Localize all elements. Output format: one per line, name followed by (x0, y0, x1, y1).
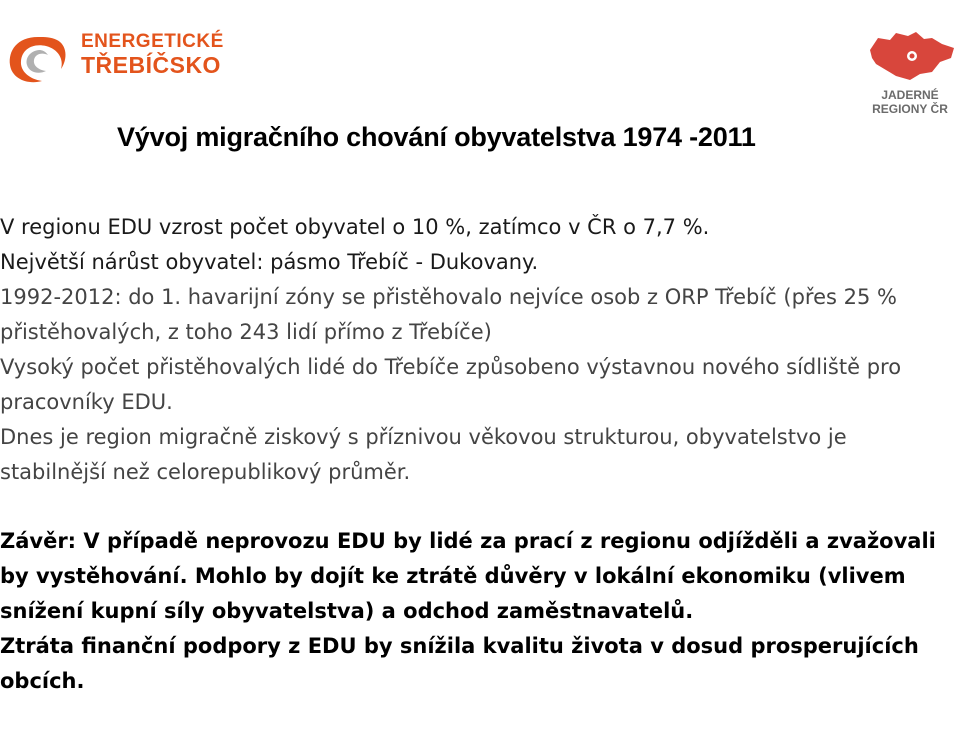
paragraph-conclusion: Závěr: V případě neprovozu EDU by lidé za prací z regionu odjížděli a zvažovali by vystěhování. Mohlo by dojít ke ztrátě důvěry v lokální ekonomiku (vlivem snížení kupní síly obyvatelstva) a odchod zaměstnavatelů. (0, 529, 936, 623)
energeticke-trebicsko-logo (5, 31, 224, 88)
czech-map-icon (866, 30, 958, 82)
paragraph-current-state: Dnes je region migračně ziskový s příznivou věkovou strukturou, obyvatelstvo je stabilnější než celorepublikový průměr. (0, 425, 847, 484)
paragraph-housing-estate: Vysoký počet přistěhovalých lidé do Třebíče způsobeno výstavnou nového sídliště pro pracovníky EDU. (0, 355, 902, 414)
logo-right-line2: REGIONY ČR (872, 102, 948, 116)
slide-title: Vývoj migračního chování obyvatelstva 1974 -2011 (117, 122, 756, 152)
paragraph-migration-1992-2012: 1992-2012: do 1. havarijní zóny se přistěhovalo nejvíce osob z ORP Třebíč (přes 25 % přistěhovalých, z toho 243 lidí přímo z Třebíče) (0, 285, 897, 344)
swirl-logo-icon (5, 34, 71, 86)
logo-right-line1: JADERNÉ (881, 88, 939, 102)
paragraph-financial-support: Ztráta finanční podpory z EDU by snížila kvalitu života v dosud prosperujících obcích. (0, 634, 919, 693)
paragraph-largest-increase: Největší nárůst obyvatel: pásmo Třebíč - Dukovany. (0, 250, 539, 274)
logo-text-line2: TŘEBÍČSKO (81, 52, 221, 78)
logo-text-line1: ENERGETICKÉ (81, 31, 224, 52)
spacer (0, 490, 958, 524)
jaderne-regiony-logo (862, 30, 960, 125)
paragraph-population-growth: V regionu EDU vzrost počet obyvatel o 10 %, zatímco v ČR o 7,7 %. (0, 215, 710, 239)
slide-content (0, 210, 958, 699)
